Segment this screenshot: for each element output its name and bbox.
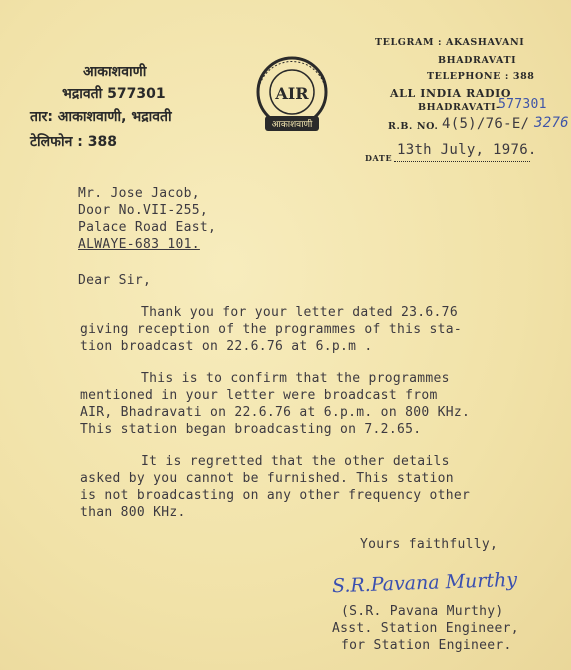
p1-line-2: giving reception of the programmes of this sta- — [80, 322, 462, 337]
p1-line-3: tion broadcast on 22.6.76 at 6.p.m . — [80, 339, 373, 354]
p3-line-1: It is regretted that the other details — [141, 454, 450, 469]
hindi-org-name: आकाशवाणी — [83, 64, 147, 80]
p3-line-3: is not broadcasting on any other frequency other — [80, 488, 471, 503]
ref-value: 4(5)/76-E/ — [442, 116, 530, 132]
org-city: BHADRAVATI- — [418, 102, 501, 113]
date-label: DATE — [365, 153, 393, 163]
p2-line-3: AIR, Bhadravati on 22.6.76 at 6.p.m. on 800 KHz. — [80, 405, 471, 420]
signatory-title: Asst. Station Engineer, — [332, 621, 519, 636]
p3-line-2: asked by you cannot be furnished. This station — [80, 471, 454, 486]
p3-line-4: than 800 KHz. — [80, 505, 186, 520]
address-line-2: Door No.VII-255, — [78, 203, 209, 218]
signatory-for: for Station Engineer. — [341, 638, 512, 653]
org-name: ALL INDIA RADIO — [390, 87, 512, 100]
hindi-telegram: तार: आकाशवाणी, भद्रावती — [30, 109, 172, 125]
ref-label: R.B. NO. — [388, 121, 439, 132]
date-value: 13th July, 1976. — [397, 142, 537, 158]
telephone-line: TELEPHONE : 388 — [427, 71, 535, 82]
salutation: Dear Sir, — [78, 273, 152, 288]
p2-line-2: mentioned in your letter were broadcast from — [80, 388, 438, 403]
air-logo-icon — [251, 54, 333, 136]
logo-monogram: AIR — [275, 84, 309, 103]
hindi-phone: टेलिफोन : 388 — [30, 134, 117, 150]
date-rule — [394, 161, 530, 162]
address-line-4: ALWAYE-683 101. — [78, 237, 200, 252]
signatory-name: (S.R. Pavana Murthy) — [341, 604, 504, 619]
org-pin: 577301 — [498, 97, 547, 112]
p2-line-1: This is to confirm that the programmes — [141, 371, 450, 386]
address-line-3: Palace Road East, — [78, 220, 217, 235]
logo-banner: आकाशवाणी — [271, 120, 313, 130]
p1-line-1: Thank you for your letter dated 23.6.76 — [141, 305, 458, 320]
closing: Yours faithfully, — [360, 537, 499, 552]
address-line-1: Mr. Jose Jacob, — [78, 186, 200, 201]
telegram-line: TELGRAM : AKASHAVANI — [375, 37, 525, 48]
handwritten-signature: S.R.Pavana Murthy — [331, 568, 518, 598]
p2-line-4: This station began broadcasting on 7.2.65. — [80, 422, 422, 437]
telegram-city: BHADRAVATI — [438, 55, 517, 66]
ref-suffix: 3276 — [534, 115, 569, 131]
hindi-city-code: भद्रावती 577301 — [62, 86, 166, 102]
